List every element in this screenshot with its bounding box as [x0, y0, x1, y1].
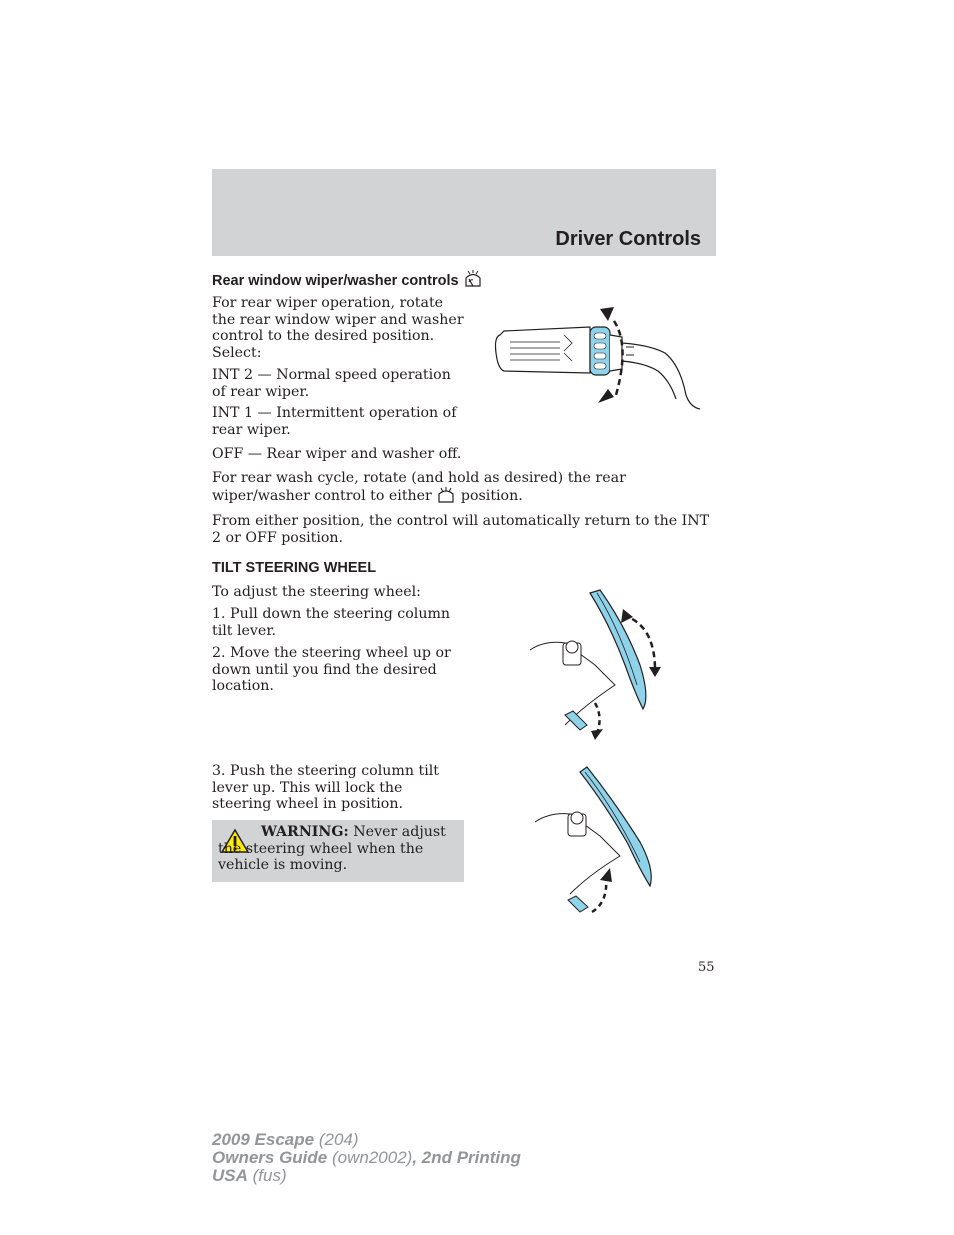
steering-tilt-down-illustration: [525, 585, 665, 745]
footer-line-2: [212, 1149, 521, 1167]
footer-printing: , 2nd Printing: [412, 1148, 521, 1167]
footer-guide-code: (own2002): [331, 1148, 413, 1167]
warning-text: Never adjust the steering wheel when the vehicle is moving.: [218, 824, 446, 873]
tilt-step-2: 2. Move the steering wheel up or down until you find the desired location.: [212, 645, 451, 694]
wash-cycle-text-end: position.: [460, 487, 523, 504]
footer-model-code: (204): [318, 1130, 359, 1149]
tilt-intro: To adjust the steering wheel:: [212, 584, 421, 600]
auto-return-paragraph: From either position, the control will automatically return to the INT 2 or OFF position.: [212, 513, 710, 546]
footer: [212, 1131, 521, 1185]
footer-line-1: [212, 1131, 521, 1149]
wiper-stalk-illustration: [490, 295, 702, 420]
warning-message: [218, 824, 461, 874]
warning-box: [212, 820, 464, 882]
wash-cycle-paragraph: [212, 470, 712, 504]
warning-label: WARNING:: [261, 824, 349, 840]
section-title: Driver Controls: [555, 228, 701, 250]
off-description: OFF — Rear wiper and washer off.: [212, 446, 462, 462]
int2-description: INT 2 — Normal speed operation of rear wiper.: [212, 367, 451, 400]
footer-model: 2009 Escape: [212, 1130, 315, 1149]
footer-guide: Owners Guide: [212, 1148, 328, 1167]
rear-wiper-heading: [212, 270, 483, 289]
footer-region-code: (fus): [252, 1166, 287, 1185]
tilt-heading: TILT STEERING WHEEL: [212, 560, 377, 576]
rear-wiper-icon: [463, 270, 483, 288]
page-number: 55: [698, 960, 715, 975]
wash-cycle-text: For rear wash cycle, rotate (and hold as desired) the rear wiper/washer control to either: [212, 470, 626, 504]
header-band: [212, 169, 716, 256]
footer-region: USA: [212, 1166, 248, 1185]
tilt-step-1: 1. Pull down the steering column tilt lever.: [212, 606, 451, 639]
rear-wiper-heading-text: Rear window wiper/washer controls: [212, 273, 459, 289]
footer-line-3: [212, 1167, 521, 1185]
tilt-step-3: 3. Push the steering column tilt lever up. This will lock the steering wheel in position.: [212, 763, 439, 812]
washer-icon: [436, 487, 456, 503]
steering-lock-illustration: [530, 762, 670, 922]
int1-description: INT 1 — Intermittent operation of rear wiper.: [212, 405, 457, 438]
rear-wiper-intro: For rear wiper operation, rotate the rear window wiper and washer control to the desired position. Select:: [212, 295, 464, 361]
